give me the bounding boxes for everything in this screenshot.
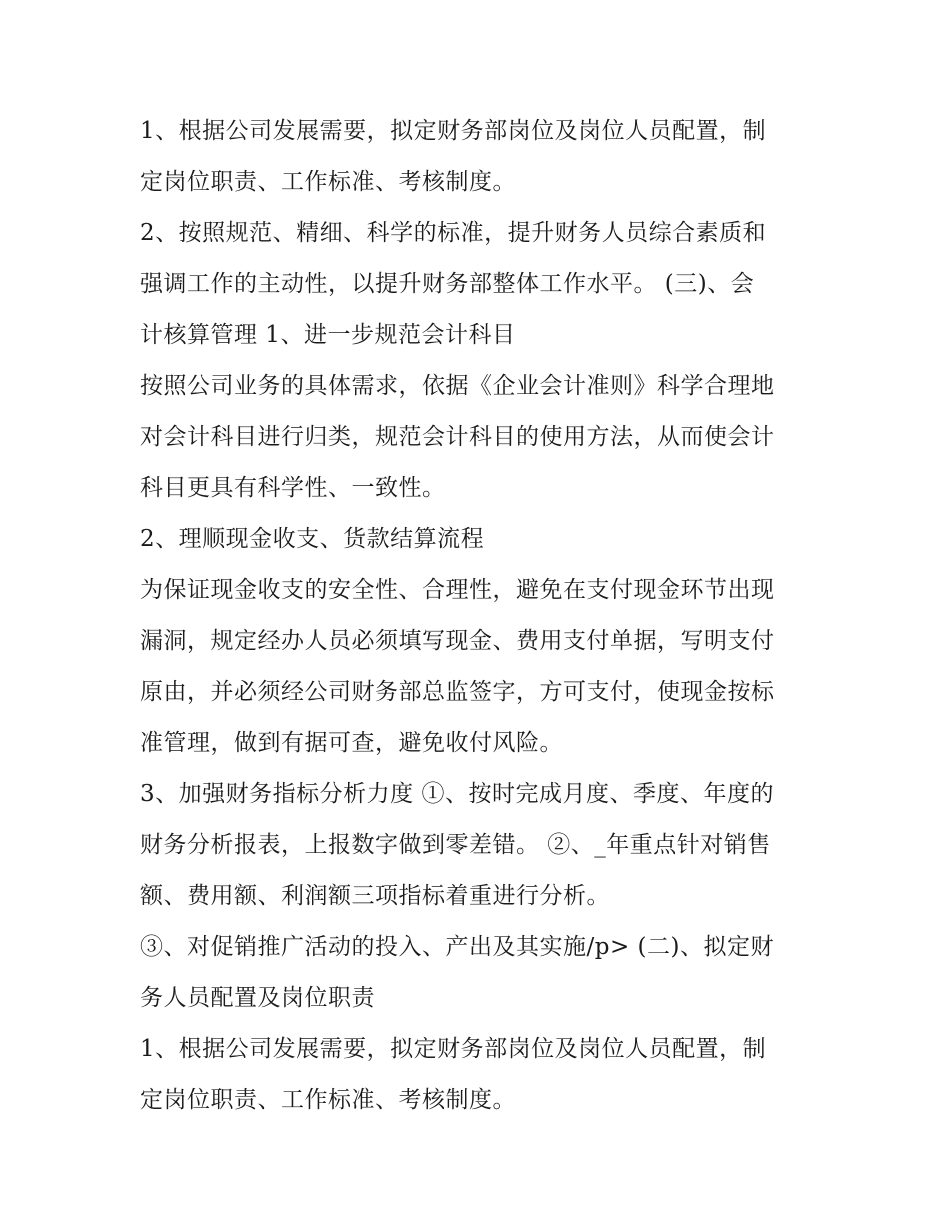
text-line: 原由，并必须经公司财务部总监签字，方可支付，使现金按标 — [140, 679, 775, 705]
text-line: 科目更具有科学性、一致性。 — [140, 475, 446, 501]
text-line: 3、加强财务指标分析力度 ①、按时完成月度、季度、年度的 — [140, 781, 774, 807]
text-line: 定岗位职责、工作标准、考核制度。 — [140, 169, 516, 195]
text-line: 定岗位职责、工作标准、考核制度。 — [140, 1087, 516, 1113]
text-line: 1、根据公司发展需要，拟定财务部岗位及岗位人员配置，制 — [140, 118, 767, 144]
text-line: 按照公司业务的具体需求，依据《企业会计准则》科学合理地 — [140, 373, 775, 399]
text-line: 务人员配置及岗位职责 — [140, 985, 375, 1011]
text-line: 计核算管理 1、进一步规范会计科目 — [140, 322, 516, 348]
text-line: 漏洞，规定经办人员必须填写现金、费用支付单据，写明支付 — [140, 628, 775, 654]
text-line: ③、对促销推广活动的投入、产出及其实施/p> (二)、拟定财 — [140, 934, 775, 960]
text-line: 财务分析报表，上报数字做到零差错。 ②、_年重点针对销售 — [140, 832, 771, 858]
text-line: 2、理顺现金收支、货款结算流程 — [140, 526, 485, 552]
text-line: 为保证现金收支的安全性、合理性，避免在支付现金环节出现 — [140, 577, 775, 603]
text-line: 对会计科目进行归类，规范会计科目的使用方法，从而使会计 — [140, 424, 775, 450]
text-line: 准管理，做到有据可查，避免收付风险。 — [140, 730, 563, 756]
text-line: 2、按照规范、精细、科学的标准，提升财务人员综合素质和 — [140, 220, 767, 246]
text-line: 强调工作的主动性，以提升财务部整体工作水平。 (三)、会 — [140, 271, 755, 297]
body-text — [140, 106, 820, 1126]
text-line: 额、费用额、利润额三项指标着重进行分析。 — [140, 883, 610, 909]
text-line: 1、根据公司发展需要，拟定财务部岗位及岗位人员配置，制 — [140, 1036, 767, 1062]
